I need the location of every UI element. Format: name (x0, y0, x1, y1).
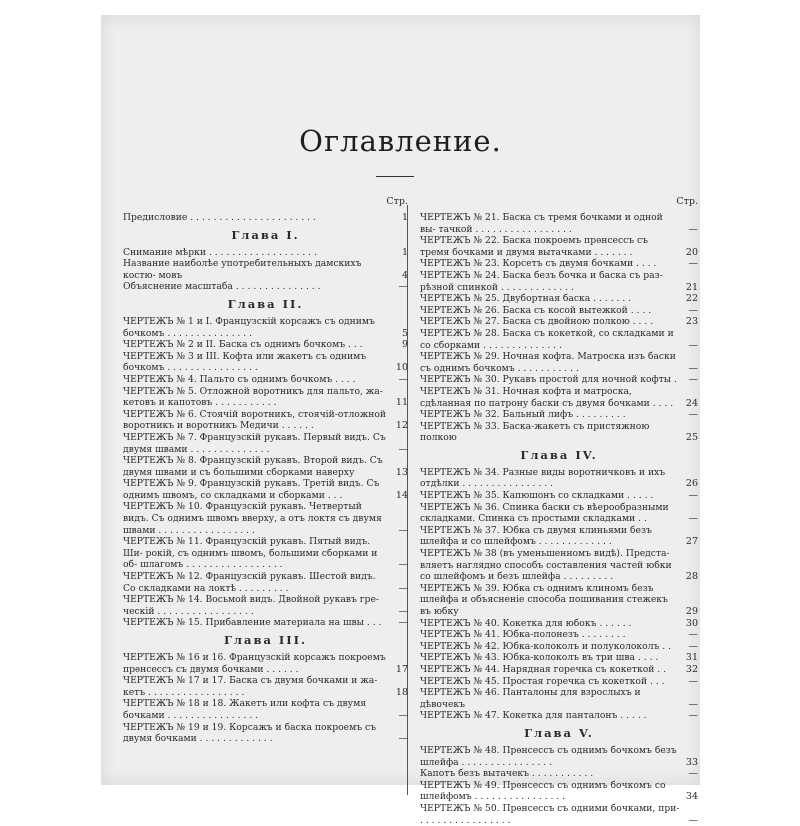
toc-entry-text: ЧЕРТЕЖЪ № 16 и 16. Французскій корсажъ покроемъ прѳнсессъ съ двумя бочками . . . . . . (123, 652, 390, 675)
toc-entry-page: — (682, 490, 698, 502)
toc-entry-text: ЧЕРТЕЖЪ № 24. Баска безъ бочка и баска съ раз- рѣзной спинкой . . . . . . . . . . . . . (420, 270, 680, 293)
toc-entry (420, 652, 698, 664)
toc-entry-text: ЧЕРТЕЖЪ № 27. Баска съ двойною полкою . . . . (420, 316, 680, 328)
toc-entry (123, 455, 408, 478)
toc-entry-text: ЧЕРТЕЖЪ № 28. Баска съ кокеткой, со складками и со сборками . . . . . . . . . . . . . . (420, 328, 680, 351)
toc-entry (420, 710, 698, 722)
toc-entry (420, 664, 698, 676)
toc-entry (123, 501, 408, 536)
chapter-heading: Глава V. (420, 722, 698, 745)
toc-right-column (420, 194, 698, 826)
toc-entry-page: 13 (392, 467, 408, 479)
toc-entry-text: Предисловие . . . . . . . . . . . . . . . . . . . . . . (123, 212, 390, 224)
toc-entry (123, 316, 408, 339)
toc-entry (123, 594, 408, 617)
toc-entry-text: ЧЕРТЕЖЪ № 39. Юбка съ однимъ клиномъ безъ шлейфа и объясненіе способа пошивания стежекъ въ юбку (420, 583, 680, 618)
toc-entry-text: ЧЕРТЕЖЪ № 44. Нарядная горечка съ кокеткой . . (420, 664, 680, 676)
toc-entry-page: — (682, 374, 698, 386)
toc-entry-text: ЧЕРТЕЖЪ № 10. Французскій рукавъ. Четвертый видъ. Съ однимъ швомъ вверху, а отъ локтя съ двумя швами . . . . . . . . . . . . . . . . . (123, 501, 390, 536)
toc-entry-page: — (392, 374, 408, 386)
toc-entry (420, 525, 698, 548)
toc-entry-text: ЧЕРТЕЖЪ № 12. Французскій рукавъ. Шестой видъ. Со складками на локтѣ . . . . . . . . . (123, 571, 390, 594)
toc-entry-page: — (682, 641, 698, 653)
toc-entry-text: ЧЕРТЕЖЪ № 29. Ночная кофта. Матроска изъ баски съ однимъ бочкомъ . . . . . . . . . . . (420, 351, 680, 374)
toc-entry (420, 780, 698, 803)
toc-entry-page: 26 (682, 478, 698, 490)
toc-entry-text: ЧЕРТЕЖЪ № 30. Рукавъ простой для ночной кофты . (420, 374, 680, 386)
toc-entry-text: ЧЕРТЕЖЪ № 17 и 17. Баска съ двумя бочками и жа- кетъ . . . . . . . . . . . . . . . . . (123, 675, 390, 698)
right-page-header-label: Стр. (676, 196, 698, 207)
toc-entry-page: — (682, 305, 698, 317)
toc-entry-page: — (392, 281, 408, 293)
toc-entry-page: — (392, 583, 408, 595)
toc-entry-page: — (682, 513, 698, 525)
toc-entry-page: 21 (682, 282, 698, 294)
toc-entry-text: ЧЕРТЕЖЪ № 15. Прибавление материала на швы . . . (123, 617, 390, 629)
toc-entry (420, 293, 698, 305)
toc-entry (420, 374, 698, 386)
toc-entry-text: ЧЕРТЕЖЪ № 31. Ночная кофта и матроска, сдѣланная по патрону баски съ двумя бочками . . . . (420, 386, 680, 409)
toc-entry (420, 745, 698, 768)
toc-entry-text: ЧЕРТЕЖЪ № 42. Юбка-колоколъ и полуколоколъ . . (420, 641, 680, 653)
toc-entry (420, 421, 698, 444)
toc-entry-text: ЧЕРТЕЖЪ № 38 (въ уменьшенномъ видѣ). Предста- вляетъ наглядно способъ составления частей юбки со шлейфомъ и безъ шлейфа . . . . . . . . . (420, 548, 680, 583)
toc-entry (420, 328, 698, 351)
toc-entry-page: 29 (682, 606, 698, 618)
toc-entry-page: — (392, 606, 408, 618)
toc-entry-page: 23 (682, 316, 698, 328)
toc-entry-text: Название наиболѣе употребительныхъ дамскихъ костю- мовъ (123, 258, 390, 281)
toc-entry-page: 1 (392, 212, 408, 224)
toc-entry (420, 212, 698, 235)
toc-entry (123, 675, 408, 698)
toc-entry (420, 676, 698, 688)
toc-entry-page: — (682, 340, 698, 352)
toc-entry-page: 5 (392, 328, 408, 340)
toc-entry-text: Объяснение масштаба . . . . . . . . . . . . . . . (123, 281, 390, 293)
toc-entry-text: ЧЕРТЕЖЪ № 47. Кокетка для панталонъ . . . . . (420, 710, 680, 722)
toc-entry (420, 583, 698, 618)
toc-entry-page: 10 (392, 362, 408, 374)
toc-entry (123, 386, 408, 409)
toc-entry-page: — (682, 676, 698, 688)
toc-entry (123, 571, 408, 594)
toc-entry-page: 28 (682, 571, 698, 583)
left-page-header-label: Стр. (386, 196, 408, 207)
toc-entry-text: ЧЕРТЕЖЪ № 34. Разные виды воротничковъ и ихъ отдѣлки . . . . . . . . . . . . . . . . (420, 467, 680, 490)
toc-entry (420, 467, 698, 490)
toc-entry-text: ЧЕРТЕЖЪ № 46. Панталоны для взрослыхъ и дѣвочекъ (420, 687, 680, 710)
toc-entry-text: ЧЕРТЕЖЪ № 41. Юбка-полонезъ . . . . . . . . (420, 629, 680, 641)
toc-entry-page: 14 (392, 490, 408, 502)
toc-entry-page: — (682, 629, 698, 641)
toc-entry (420, 548, 698, 583)
toc-entry (123, 247, 408, 259)
toc-entry (123, 351, 408, 374)
toc-entry-text: ЧЕРТЕЖЪ № 45. Простая горечка съ кокеткой . . . (420, 676, 680, 688)
toc-entry-text: ЧЕРТЕЖЪ № 49. Прѳнсессъ съ однимъ бочкомъ со шлейфомъ . . . . . . . . . . . . . . . . (420, 780, 680, 803)
toc-entry-page: — (392, 525, 408, 537)
toc-entry-page: — (392, 710, 408, 722)
toc-entry-text: ЧЕРТЕЖЪ № 23. Корсетъ съ двумя бочками . . . . (420, 258, 680, 270)
toc-entry-page: — (392, 733, 408, 745)
toc-entry-text: ЧЕРТЕЖЪ № 18 и 18. Жакетъ или кофта съ двумя бочками . . . . . . . . . . . . . . . . (123, 698, 390, 721)
toc-entry (123, 258, 408, 281)
toc-entry-page: 18 (392, 687, 408, 699)
toc-entry-text: ЧЕРТЕЖЪ № 2 и II. Баска съ однимъ бочкомъ . . . (123, 339, 390, 351)
toc-entry-page: 30 (682, 618, 698, 630)
toc-entry-text: ЧЕРТЕЖЪ № 7. Французскій рукавъ. Первый видъ. Съ двумя швами . . . . . . . . . . . . . . (123, 432, 390, 455)
toc-entry-page: 4 (392, 270, 408, 282)
toc-entry (420, 258, 698, 270)
toc-entry-page: 9 (392, 339, 408, 351)
toc-entry-page: — (682, 699, 698, 711)
toc-entry (420, 502, 698, 525)
toc-entry (420, 768, 698, 780)
toc-entry-text: ЧЕРТЕЖЪ № 3 и III. Кофта или жакетъ съ однимъ бочкомъ . . . . . . . . . . . . . . . . (123, 351, 390, 374)
toc-entry (420, 687, 698, 710)
toc-entry (420, 270, 698, 293)
toc-entry-page: — (392, 444, 408, 456)
toc-entry (420, 803, 698, 826)
toc-entry (420, 490, 698, 502)
toc-entry-page: — (682, 363, 698, 375)
toc-entry-page: 24 (682, 398, 698, 410)
toc-entry-text: ЧЕРТЕЖЪ № 36. Спинка баски съ вѣерообразными складками. Спинка съ простыми складками . . (420, 502, 680, 525)
toc-entry-page: 12 (392, 420, 408, 432)
toc-entry (420, 351, 698, 374)
toc-entry-page: 25 (682, 432, 698, 444)
toc-entry-text: ЧЕРТЕЖЪ № 33. Баска-жакетъ съ пристяжною полкою (420, 421, 680, 444)
book-page (101, 15, 700, 785)
toc-entry-page: — (682, 710, 698, 722)
toc-entry-page: — (392, 617, 408, 629)
toc-entry-page: — (682, 815, 698, 826)
toc-entry-page: 11 (392, 397, 408, 409)
toc-entry (123, 212, 408, 224)
toc-entry (123, 478, 408, 501)
toc-entry-text: ЧЕРТЕЖЪ № 11. Французскій рукавъ. Пятый видъ. Ши- рокій, съ однимъ швомъ, большими сборками и об- шлагомъ . . . . . . . . . . . . . . . . . (123, 536, 390, 571)
toc-entry (420, 618, 698, 630)
toc-entry-text: ЧЕРТЕЖЪ № 50. Прѳнсессъ съ одними бочками, при- . . . . . . . . . . . . . . . . (420, 803, 680, 826)
toc-entry-text: ЧЕРТЕЖЪ № 9. Французскій рукавъ. Третій видъ. Съ однимъ швомъ, со складками и сборками . . . (123, 478, 390, 501)
toc-entry (123, 281, 408, 293)
toc-entry-page: 1 (392, 247, 408, 259)
chapter-heading: Глава IV. (420, 444, 698, 467)
toc-entry-text: ЧЕРТЕЖЪ № 22. Баска покроемъ прѳнсессъ съ тремя бочками и двумя вытачками . . . . . . . (420, 235, 680, 258)
toc-entry (420, 409, 698, 421)
toc-entry-text: ЧЕРТЕЖЪ № 19 и 19. Корсажъ и баска покроемъ съ двумя бочками . . . . . . . . . . . . . (123, 722, 390, 745)
toc-right-list (420, 212, 698, 826)
toc-entry (123, 652, 408, 675)
toc-entry (123, 339, 408, 351)
toc-entry-text: ЧЕРТЕЖЪ № 26. Баска съ косой вытежкой . . . . (420, 305, 680, 317)
toc-entry (420, 305, 698, 317)
toc-entry-page: 17 (392, 664, 408, 676)
toc-entry-text: ЧЕРТЕЖЪ № 1 и I. Французскій корсажъ съ однимъ бочкомъ . . . . . . . . . . . . . . . (123, 316, 390, 339)
toc-entry-text: ЧЕРТЕЖЪ № 8. Французскій рукавъ. Второй видъ. Съ двумя швами и съ большими сборками наверху (123, 455, 390, 478)
toc-entry-page: 32 (682, 664, 698, 676)
toc-entry-text: ЧЕРТЕЖЪ № 43. Юбка-колоколъ въ три шва . . . . (420, 652, 680, 664)
toc-entry-page: 33 (682, 757, 698, 769)
toc-entry-text: ЧЕРТЕЖЪ № 35. Капюшонъ со складками . . . . . (420, 490, 680, 502)
toc-entry-page: — (682, 224, 698, 236)
toc-entry-page: — (682, 258, 698, 270)
toc-entry-text: ЧЕРТЕЖЪ № 5. Отложной воротникъ для пальто, жа- кетовъ и капотовъ . . . . . . . . . . . (123, 386, 390, 409)
toc-entry (420, 316, 698, 328)
toc-entry-page: 22 (682, 293, 698, 305)
toc-entry-page: 31 (682, 652, 698, 664)
toc-entry-page: 20 (682, 247, 698, 259)
toc-entry (123, 722, 408, 745)
toc-entry-text: ЧЕРТЕЖЪ № 25. Двубортная баска . . . . . . . (420, 293, 680, 305)
toc-entry-page: — (392, 559, 408, 571)
toc-entry-text: ЧЕРТЕЖЪ № 40. Кокетка для юбокъ . . . . . . (420, 618, 680, 630)
toc-entry-text: ЧЕРТЕЖЪ № 48. Прѳнсессъ съ однимъ бочкомъ безъ шлейфа . . . . . . . . . . . . . . . . (420, 745, 680, 768)
toc-entry-page: — (682, 768, 698, 780)
toc-entry-text: Снимание мѣрки . . . . . . . . . . . . . . . . . . . (123, 247, 390, 259)
chapter-heading: Глава I. (123, 224, 408, 247)
toc-entry (420, 386, 698, 409)
toc-entry-page: 27 (682, 536, 698, 548)
toc-entry (123, 432, 408, 455)
toc-entry (123, 617, 408, 629)
toc-entry (123, 374, 408, 386)
toc-entry (123, 409, 408, 432)
chapter-heading: Глава III. (123, 629, 408, 652)
toc-entry (420, 629, 698, 641)
toc-entry-page: — (682, 409, 698, 421)
toc-entry (420, 641, 698, 653)
left-page-header (123, 194, 408, 212)
toc-entry-page: 34 (682, 791, 698, 803)
toc-entry (123, 536, 408, 571)
chapter-heading: Глава II. (123, 293, 408, 316)
toc-left-column (123, 194, 408, 745)
toc-entry-text: ЧЕРТЕЖЪ № 6. Стоячій воротникъ, стоячій-отложной воротникъ и воротникъ Медичи . . . . . . (123, 409, 390, 432)
title-rule (376, 176, 414, 177)
page-title: Оглавление. (101, 124, 700, 158)
toc-entry-text: ЧЕРТЕЖЪ № 21. Баска съ тремя бочками и одной вы- тачкой . . . . . . . . . . . . . . . . . (420, 212, 680, 235)
toc-entry-text: ЧЕРТЕЖЪ № 32. Бальный лифъ . . . . . . . . . (420, 409, 680, 421)
toc-entry-text: ЧЕРТЕЖЪ № 4. Пальто съ однимъ бочкомъ . . . . (123, 374, 390, 386)
toc-entry-text: Капотъ безъ вытачекъ . . . . . . . . . . . (420, 768, 680, 780)
toc-entry (123, 698, 408, 721)
toc-entry (420, 235, 698, 258)
toc-entry-text: ЧЕРТЕЖЪ № 37. Юбка съ двумя клиньями безъ шлейфа и со шлейфомъ . . . . . . . . . . . . . (420, 525, 680, 548)
toc-left-list (123, 212, 408, 745)
right-page-header (420, 194, 698, 212)
toc-entry-text: ЧЕРТЕЖЪ № 14. Восьмой видъ. Двойной рукавъ гре- ческій . . . . . . . . . . . . . . . . . (123, 594, 390, 617)
